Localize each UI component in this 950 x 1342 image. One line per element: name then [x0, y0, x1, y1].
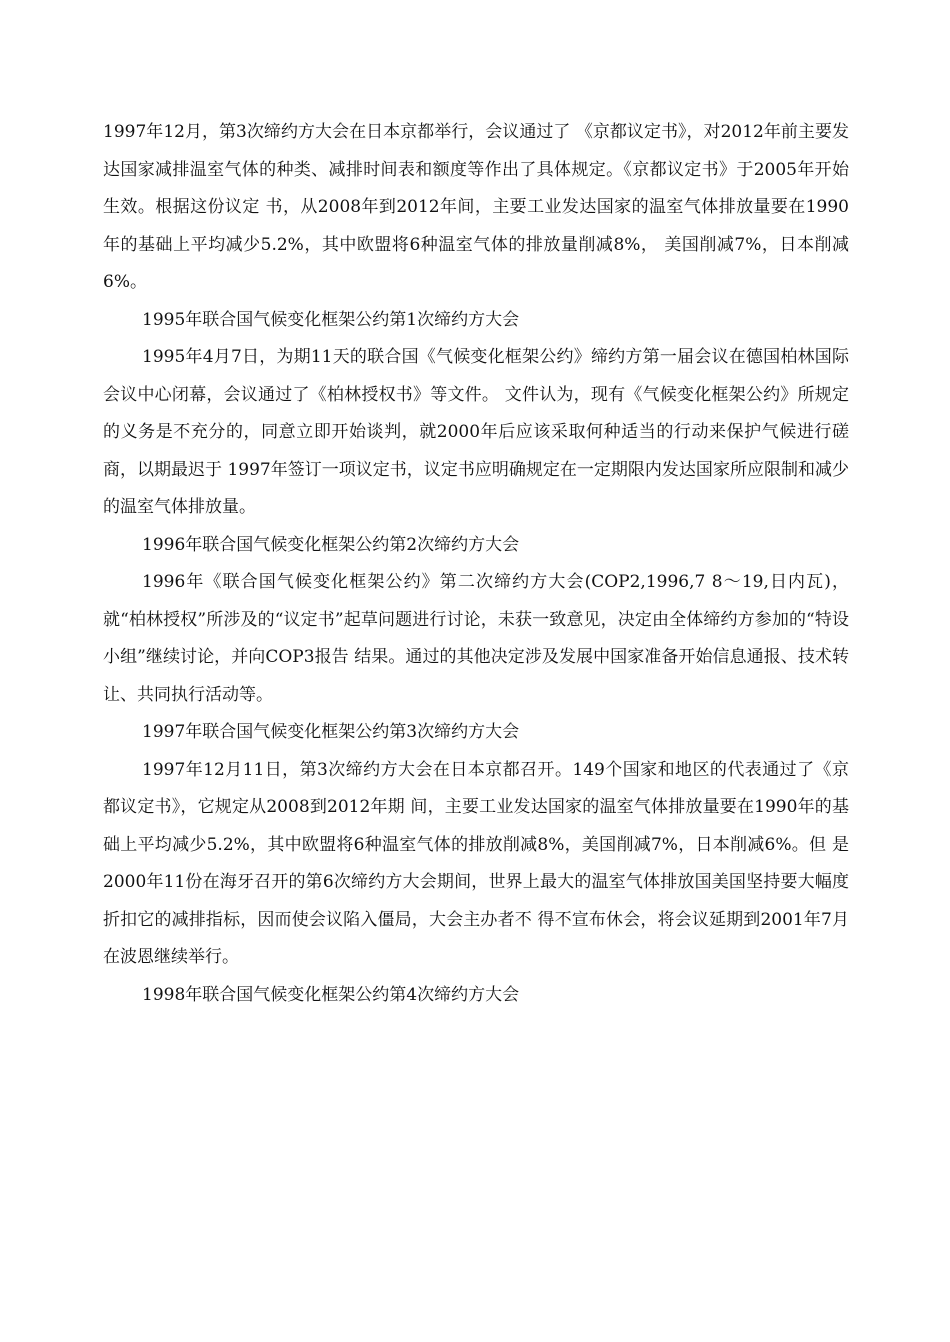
- heading-cop4-1998: 1998年联合国气候变化框架公约第4次缔约方大会: [142, 984, 520, 1005]
- heading-cop3-1997: 1997年联合国气候变化框架公约第3次缔约方大会: [142, 722, 520, 742]
- paragraph-cop3-kyoto: 1997年12月11日，第3次缔约方大会在日本京都召开。149个国家和地区的代表通过了《京都议定书》，它规定从2008到2012年期 间，主要工业发达国家的温室气体排放量要在1990年的基础上平均减少5.2%，其中欧盟将6种温室气体的排放削减8%，美国削减7%，日本削减6%。但 是2000年11份在海牙召开的第6次缔约方大会期间，世界上最大的温室气体排放国美国坚持要大幅度折扣它的减排指标，因而使会议陷入僵局，大会主办者不 得不宣布休会，将会议延期到2001年7月在波恩继续举行。: [103, 759, 849, 967]
- paragraph-cop2-geneva: 1996年《联合国气候变化框架公约》第二次缔约方大会(COP2,1996,7 8～19,日内瓦)，就“柏林授权”所涉及的“议定书”起草问题进行讨论，未获一致意见，决定由全体缔约方参加的“特设小组”继续讨论，并向COP3报告 结果。通过的其他决定涉及发展中国家准备开始信息通报、技术转让、共同执行活动等。: [103, 572, 849, 705]
- heading-cop1-1995: 1995年联合国气候变化框架公约第1次缔约方大会: [142, 309, 520, 330]
- document-body: [103, 114, 849, 1014]
- heading-cop2-1996: 1996年联合国气候变化框架公约第2次缔约方大会: [142, 534, 520, 555]
- paragraph-kyoto-protocol: 1997年12月，第3次缔约方大会在日本京都举行，会议通过了 《京都议定书》，对2012年前主要发达国家减排温室气体的种类、减排时间表和额度等作出了具体规定。《京都议定书》于2005年开始生效。根据这份议定 书，从2008年到2012年间，主要工业发达国家的温室气体排放量要在1990年的基础上平均减少5.2%，其中欧盟将6种温室气体的排放量削减8%， 美国削减7%，日本削减6%。: [103, 122, 849, 292]
- paragraph-cop1-berlin: 1995年4月7日，为期11天的联合国《气候变化框架公约》缔约方第一届会议在德国柏林国际会议中心闭幕，会议通过了《柏林授权书》等文件。 文件认为，现有《气候变化框架公约》所规定的义务是不充分的，同意立即开始谈判，就2000年后应该采取何种适当的行动来保护气候进行磋商，以期最迟于 1997年签订一项议定书，议定书应明确规定在一定期限内发达国家所应限制和减少的温室气体排放量。: [103, 347, 849, 517]
